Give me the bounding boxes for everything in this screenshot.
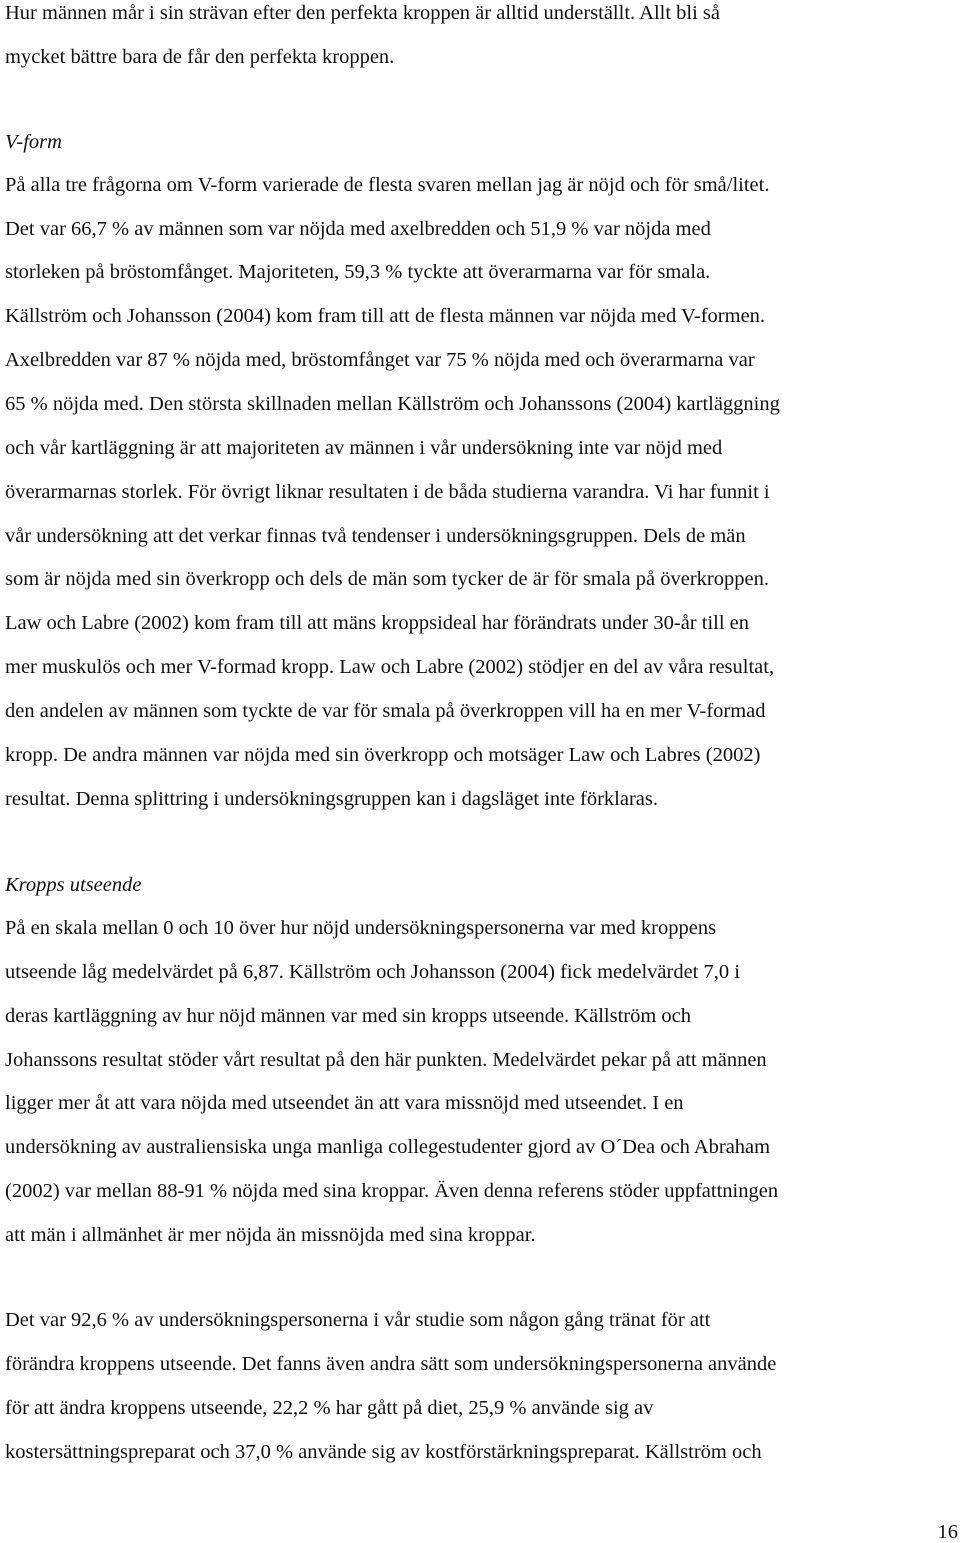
section-heading-vform: V-form <box>5 131 62 153</box>
text-line: vår undersökning att det verkar finnas två tendenser i undersökningsgruppen. Dels de män <box>5 525 746 547</box>
text-line: mer muskulös och mer V-formad kropp. Law och Labre (2002) stödjer en del av våra resultat, <box>5 656 775 678</box>
text-line: förändra kroppens utseende. Det fanns även andra sätt som undersökningspersonerna använde <box>5 1353 777 1375</box>
text-line: På en skala mellan 0 och 10 över hur nöjd undersökningspersonerna var med kroppens <box>5 917 717 939</box>
text-line: ligger mer åt att vara nöjda med utseendet än att vara missnöjd med utseendet. I en <box>5 1092 684 1114</box>
text-line: Källström och Johansson (2004) kom fram till att de flesta männen var nöjda med V-formen. <box>5 305 766 327</box>
section-heading-appearance: Kropps utseende <box>5 874 142 896</box>
text-line: Law och Labre (2002) kom fram till att mäns kroppsideal har förändrats under 30-år till en <box>5 612 750 634</box>
text-line: för att ändra kroppens utseende, 22,2 % har gått på diet, 25,9 % använde sig av <box>5 1397 654 1419</box>
text-line: Johanssons resultat stöder vårt resultat på den här punkten. Medelvärdet pekar på att männen <box>5 1049 767 1071</box>
text-line: deras kartläggning av hur nöjd männen var med sin kropps utseende. Källström och <box>5 1005 692 1027</box>
text-line: 65 % nöjda med. Den största skillnaden mellan Källström och Johanssons (2004) kartläggning <box>5 393 780 415</box>
text-line: På alla tre frågorna om V-form varierade de flesta svaren mellan jag är nöjd och för små/litet. <box>5 174 770 196</box>
text-line: (2002) var mellan 88-91 % nöjda med sina kroppar. Även denna referens stöder uppfattningen <box>5 1180 779 1202</box>
text-line: resultat. Denna splittring i undersökningsgruppen kan i dagsläget inte förklaras. <box>5 788 658 810</box>
text-line: att män i allmänhet är mer nöjda än missnöjda med sina kroppar. <box>5 1224 536 1246</box>
text-line: Det var 66,7 % av männen som var nöjda med axelbredden och 51,9 % var nöjda med <box>5 218 711 240</box>
text-line: och vår kartläggning är att majoriteten av männen i vår undersökning inte var nöjd med <box>5 437 723 459</box>
text-line: Det var 92,6 % av undersökningspersonerna i vår studie som någon gång tränat för att <box>5 1309 711 1331</box>
text-line: överarmarnas storlek. För övrigt liknar resultaten i de båda studierna varandra. Vi har funnit i <box>5 481 770 503</box>
text-line: storleken på bröstomfånget. Majoriteten, 59,3 % tyckte att överarmarna var för smala. <box>5 261 711 283</box>
text-line: den andelen av männen som tyckte de var för smala på överkroppen vill ha en mer V-formad <box>5 700 766 722</box>
text-line: Hur männen mår i sin strävan efter den perfekta kroppen är alltid underställt. Allt bli så <box>5 2 720 24</box>
text-line: kropp. De andra männen var nöjda med sin överkropp och motsäger Law och Labres (2002) <box>5 744 761 766</box>
text-line: som är nöjda med sin överkropp och dels de män som tycker de är för smala på överkroppen. <box>5 568 769 590</box>
text-line: utseende låg medelvärdet på 6,87. Källström och Johansson (2004) fick medelvärdet 7,0 i <box>5 961 740 983</box>
text-line: kostersättningspreparat och 37,0 % använde sig av kostförstärkningspreparat. Källström och <box>5 1441 762 1463</box>
text-line: mycket bättre bara de får den perfekta kroppen. <box>5 46 395 68</box>
text-line: Axelbredden var 87 % nöjda med, bröstomfånget var 75 % nöjda med och överarmarna var <box>5 349 755 371</box>
text-line: undersökning av australiensiska unga manliga collegestudenter gjord av O´Dea och Abraham <box>5 1136 771 1158</box>
page-number: 16 <box>937 1521 958 1543</box>
